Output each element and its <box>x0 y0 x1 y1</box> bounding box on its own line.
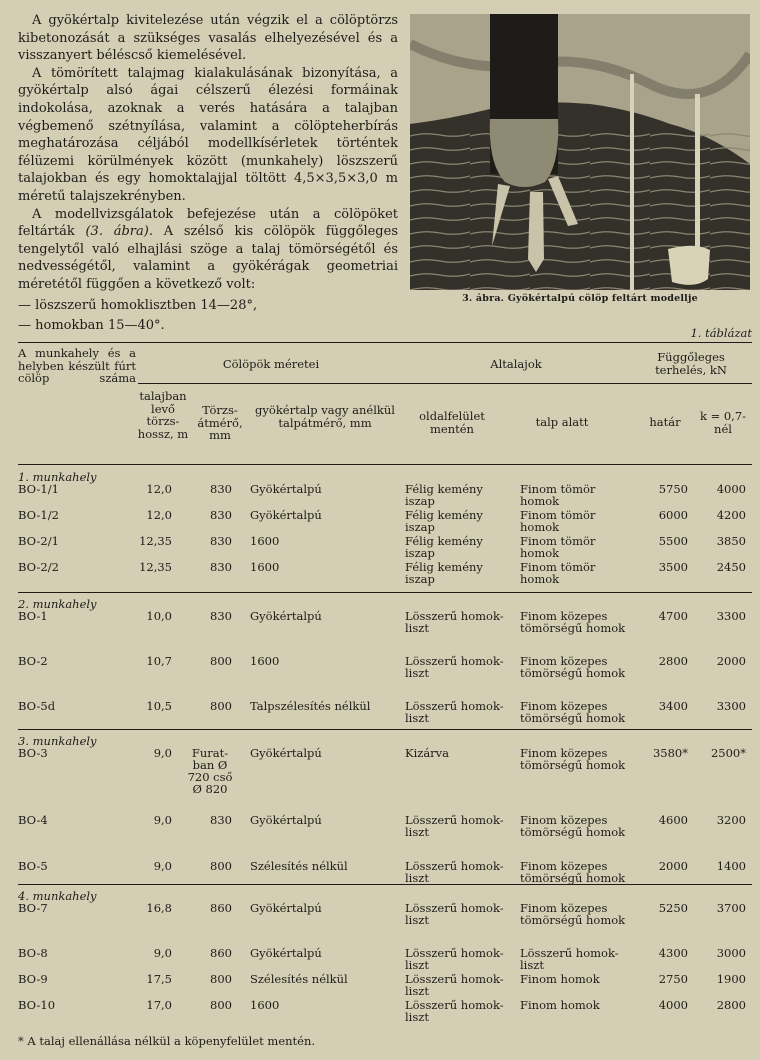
cell-pile-id: BO-8 <box>18 946 48 960</box>
cell-under: Finom közepes tömörségű homok <box>520 859 626 885</box>
cell-k07: 2000 <box>716 654 746 668</box>
cell-length: 9,0 <box>153 746 172 760</box>
cell-k07: 2450 <box>716 560 746 574</box>
cell-pile-id: BO-1/1 <box>18 482 59 496</box>
cell-diameter: 830 <box>210 609 232 623</box>
cell-k07: 2500* <box>710 746 746 760</box>
cell-diameter: 830 <box>210 813 232 827</box>
header-side: oldalfelület mentén <box>419 409 485 436</box>
list-item: — löszszerű homoklisztben 14—28°, <box>18 297 258 313</box>
cell-k07: 1400 <box>716 859 746 873</box>
cell-base: Gyökértalpú <box>250 746 322 760</box>
header-base: gyökértalp vagy anélkül talpátmérő, mm <box>255 403 395 430</box>
cell-side: Félig kemény iszap <box>405 482 483 508</box>
cell-side: Lösszerű homok-liszt <box>405 972 504 998</box>
cell-length: 9,0 <box>153 813 172 827</box>
cell-length: 17,5 <box>146 972 172 986</box>
cell-under: Finom tömör homok <box>520 482 596 508</box>
cell-side: Lösszerű homok-liszt <box>405 813 504 839</box>
cell-pile-id: BO-9 <box>18 972 48 986</box>
cell-base: Szélesítés nélkül <box>250 972 348 986</box>
cell-length: 10,7 <box>146 654 172 668</box>
cell-under: Finom közepes tömörségű homok <box>520 699 626 725</box>
cell-under: Finom közepes tömörségű homok <box>520 654 626 680</box>
cell-k07: 4200 <box>716 508 746 522</box>
cell-limit: 3400 <box>658 699 688 713</box>
cell-limit: 4600 <box>658 813 688 827</box>
header-diameter: Törzs-átmérő, mm <box>197 403 243 442</box>
cell-under: Finom közepes tömörségű homok <box>520 813 626 839</box>
cell-side: Lösszerű homok-liszt <box>405 699 504 725</box>
paragraph-3-cont: A szélső kis cölöpök függőleges tengelytől való elhajlási szöge a talaj tömörségétől és nedvességétől, valamint a gyökérágak geometriai méretétől függően a következő volt: <box>18 224 398 292</box>
table-top-rule <box>18 342 752 343</box>
cell-pile-id: BO-1 <box>18 609 48 623</box>
header-pile-id: A munkahely és a helyben készült fúrt cölöp száma <box>18 346 136 385</box>
group-label: 3. munkahely <box>18 734 97 748</box>
cell-under: Finom közepes tömörségű homok <box>520 746 626 772</box>
cell-base: 1600 <box>250 654 280 668</box>
cell-diameter: 800 <box>210 859 232 873</box>
cell-diameter: 800 <box>210 654 232 668</box>
cell-diameter: 830 <box>210 482 232 496</box>
cell-diameter: 800 <box>210 972 232 986</box>
cell-limit: 3580* <box>652 746 688 760</box>
cell-side: Félig kemény iszap <box>405 560 483 586</box>
cell-base: Gyökértalpú <box>250 609 322 623</box>
cell-limit: 5500 <box>658 534 688 548</box>
cell-limit: 5750 <box>658 482 688 496</box>
cell-side: Félig kemény iszap <box>405 508 483 534</box>
cell-base: Szélesítés nélkül <box>250 859 348 873</box>
cell-side: Lösszerű homok-liszt <box>405 946 504 972</box>
cell-pile-id: BO-2/2 <box>18 560 59 574</box>
cell-length: 16,8 <box>146 901 172 915</box>
cell-length: 12,0 <box>146 482 172 496</box>
cell-length: 10,0 <box>146 609 172 623</box>
cell-under: Finom homok <box>520 998 600 1012</box>
cell-base: Gyökértalpú <box>250 946 322 960</box>
cell-length: 12,0 <box>146 508 172 522</box>
cell-limit: 4300 <box>658 946 688 960</box>
header-bottom-rule <box>18 464 752 465</box>
cell-length: 9,0 <box>153 859 172 873</box>
cell-pile-id: BO-2/1 <box>18 534 59 548</box>
group-divider <box>18 729 752 730</box>
cell-limit: 4000 <box>658 998 688 1012</box>
cell-k07: 3700 <box>716 901 746 915</box>
paragraph-2: A tömörített talajmag kialakulásának bizonyítása, a gyökértalp alsó ágai célszerű élezési formáinak indokolása, azoknak a verés hatására a talajban végbemenő szétnyílása, valamint a cölöpteherbírás meghatározása céljából modellkísérletek történtek félüzemi körülmények között (munkahely) löszszerű talajokban és egy homoktalajjal töltött 4,5×3,5×3,0 m méretű talajszekrényben. <box>18 65 398 204</box>
cell-pile-id: BO-5d <box>18 699 56 713</box>
cell-diameter: 830 <box>210 534 232 548</box>
cell-diameter: 860 <box>210 946 232 960</box>
paragraph-3 <box>18 206 398 294</box>
header-k07: k = 0,7-nél <box>699 409 747 436</box>
header-group-dimensions: Cölöpök méretei <box>222 357 320 371</box>
cell-under: Finom tömör homok <box>520 560 596 586</box>
header-mid-rule <box>138 383 752 384</box>
cell-base: Talpszélesítés nélkül <box>250 699 371 713</box>
paragraph-3-text: A modellvizsgálatok befejezése után a cölöpöket feltárták <box>18 206 398 240</box>
cell-limit: 5250 <box>658 901 688 915</box>
cell-k07: 1900 <box>716 972 746 986</box>
cell-k07: 3300 <box>716 609 746 623</box>
cell-pile-id: BO-3 <box>18 746 48 760</box>
group-label: 2. munkahely <box>18 597 97 611</box>
cell-length: 12,35 <box>139 534 172 548</box>
cell-diameter: Furat-ban Ø 720 cső Ø 820 <box>187 746 233 796</box>
cell-under: Finom közepes tömörségű homok <box>520 609 626 635</box>
cell-pile-id: BO-7 <box>18 901 48 915</box>
cell-diameter: 830 <box>210 560 232 574</box>
cell-limit: 2000 <box>658 859 688 873</box>
cell-diameter: 800 <box>210 699 232 713</box>
cell-limit: 4700 <box>658 609 688 623</box>
header-group-subsoil: Altalajok <box>490 357 542 371</box>
cell-k07: 3300 <box>716 699 746 713</box>
cell-base: 1600 <box>250 998 280 1012</box>
cell-side: Félig kemény iszap <box>405 534 483 560</box>
figure-photo <box>410 14 750 290</box>
header-group-load: Függőleges terhelés, kN <box>655 350 727 377</box>
cell-base: Gyökértalpú <box>250 482 322 496</box>
cell-base: Gyökértalpú <box>250 508 322 522</box>
cell-side: Lösszerű homok-liszt <box>405 609 504 635</box>
cell-pile-id: BO-10 <box>18 998 56 1012</box>
cell-k07: 3000 <box>716 946 746 960</box>
cell-k07: 3850 <box>716 534 746 548</box>
cell-side: Lösszerű homok-liszt <box>405 901 504 927</box>
cell-base: 1600 <box>250 534 280 548</box>
cell-limit: 3500 <box>658 560 688 574</box>
figure-reference: (3. ábra). <box>85 224 153 240</box>
paragraph-1: A gyökértalp kivitelezése után végzik el a cölöptörzs kibetonozását a szükséges vasalás elhelyezésével és a visszanyert béléscső kiemelésével. <box>18 13 398 64</box>
cell-pile-id: BO-2 <box>18 654 48 668</box>
group-label: 4. munkahely <box>18 889 97 903</box>
cell-under: Finom homok <box>520 972 600 986</box>
cell-side: Lösszerű homok-liszt <box>405 859 504 885</box>
header-under: talp alatt <box>535 415 589 429</box>
cell-length: 9,0 <box>153 946 172 960</box>
cell-length: 10,5 <box>146 699 172 713</box>
cell-pile-id: BO-4 <box>18 813 48 827</box>
body-text <box>18 12 398 335</box>
table-footnote: * A talaj ellenállása nélkül a köpenyfelület mentén. <box>18 1034 316 1048</box>
cell-diameter: 830 <box>210 508 232 522</box>
figure-caption: 3. ábra. Gyökértalpú cölöp feltárt modellje <box>462 293 698 304</box>
cell-side: Kizárva <box>405 746 450 760</box>
cell-side: Lösszerű homok-liszt <box>405 998 504 1024</box>
cell-diameter: 800 <box>210 998 232 1012</box>
group-divider <box>18 592 752 593</box>
list-item: — homokban 15—40°. <box>18 318 165 334</box>
cell-diameter: 860 <box>210 901 232 915</box>
cell-limit: 2800 <box>658 654 688 668</box>
cell-pile-id: BO-1/2 <box>18 508 59 522</box>
pile-model-photo <box>410 14 750 290</box>
cell-under: Finom tömör homok <box>520 508 596 534</box>
cell-pile-id: BO-5 <box>18 859 48 873</box>
cell-side: Lösszerű homok-liszt <box>405 654 504 680</box>
group-label: 1. munkahely <box>18 470 97 484</box>
cell-base: Gyökértalpú <box>250 901 322 915</box>
group-divider <box>18 884 752 885</box>
cell-length: 17,0 <box>146 998 172 1012</box>
cell-k07: 3200 <box>716 813 746 827</box>
cell-k07: 2800 <box>716 998 746 1012</box>
cell-under: Finom közepes tömörségű homok <box>520 901 626 927</box>
cell-under: Lösszerű homok-liszt <box>520 946 619 972</box>
cell-base: 1600 <box>250 560 280 574</box>
cell-k07: 4000 <box>716 482 746 496</box>
header-limit: határ <box>649 415 681 429</box>
cell-limit: 2750 <box>658 972 688 986</box>
cell-length: 12,35 <box>139 560 172 574</box>
header-length: talajban levő törzs-hossz, m <box>137 389 189 441</box>
cell-under: Finom tömör homok <box>520 534 596 560</box>
cell-limit: 6000 <box>658 508 688 522</box>
cell-base: Gyökértalpú <box>250 813 322 827</box>
table-label: 1. táblázat <box>690 326 752 340</box>
